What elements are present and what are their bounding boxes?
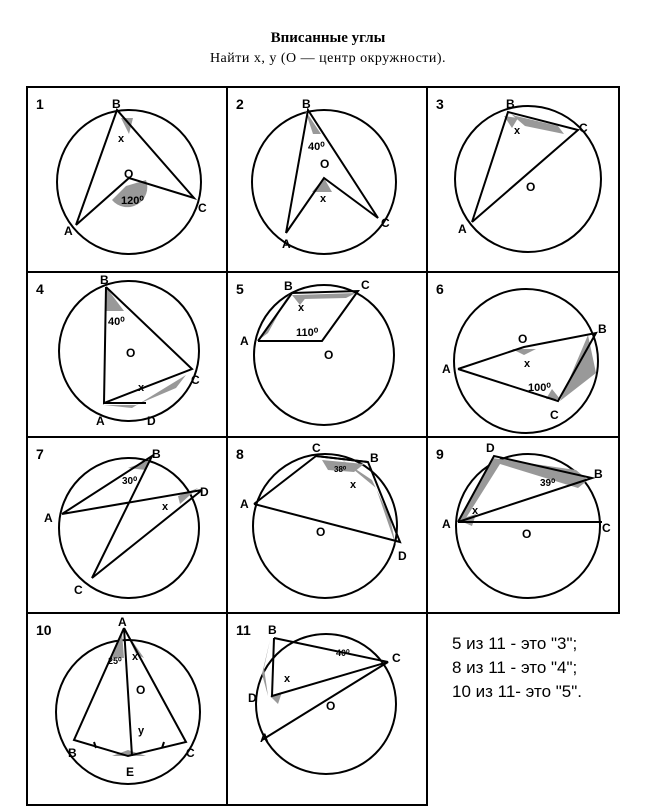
diagram-9 — [428, 438, 622, 616]
problem-8 — [226, 436, 428, 614]
label-b: B — [68, 746, 77, 760]
label-c: C — [392, 651, 401, 665]
label-b: B — [302, 97, 311, 111]
diagram-8 — [228, 438, 430, 616]
label-c: C — [602, 521, 611, 535]
label-angle: 100⁰ — [528, 382, 551, 394]
diagram-5 — [228, 273, 430, 440]
label-e: E — [126, 765, 135, 779]
label-angle: 40⁰ — [108, 316, 125, 328]
label-angle: 30⁰ — [122, 476, 138, 487]
label-o: O — [518, 332, 528, 346]
problem-1 — [26, 86, 228, 273]
label-o: O — [316, 525, 326, 539]
label-a: A — [44, 511, 53, 525]
problem-number: 11 — [236, 622, 251, 638]
label-o: O — [136, 683, 146, 697]
label-x: x — [514, 125, 521, 137]
page-title: Вписанные углы — [270, 30, 386, 46]
problem-3 — [426, 86, 620, 273]
label-a: A — [240, 334, 249, 348]
label-x: x — [162, 501, 169, 513]
label-c: C — [361, 278, 370, 292]
label-o: O — [324, 348, 334, 362]
diagram-7 — [28, 438, 230, 616]
problem-number: 7 — [36, 446, 44, 462]
label-b: B — [152, 447, 161, 461]
label-a: A — [442, 517, 451, 531]
label-x: x — [284, 673, 291, 685]
label-a: A — [442, 362, 451, 376]
label-angle: 110⁰ — [296, 327, 319, 339]
problem-11 — [226, 612, 428, 806]
label-d: D — [486, 441, 495, 455]
label-b: B — [100, 273, 109, 287]
label-angle: 40⁰ — [336, 648, 350, 658]
label-a: A — [282, 237, 291, 251]
problem-4 — [26, 271, 228, 438]
label-b: B — [594, 467, 603, 481]
label-a: A — [118, 615, 127, 629]
problem-number: 6 — [436, 281, 444, 297]
problem-number: 4 — [36, 281, 44, 297]
label-a: A — [96, 414, 105, 428]
label-x: x — [320, 193, 327, 205]
grade-line-5: 10 из 11- это "5". — [452, 682, 582, 701]
problem-number: 9 — [436, 446, 444, 462]
label-c: C — [198, 201, 207, 215]
diagram-1 — [28, 88, 230, 275]
label-c: C — [312, 441, 321, 455]
problem-10 — [26, 612, 228, 806]
diagram-2 — [228, 88, 430, 275]
label-d: D — [248, 691, 257, 705]
label-a: A — [260, 731, 269, 745]
label-o: O — [124, 167, 134, 181]
label-x: x — [298, 302, 305, 314]
label-angle: 25⁰ — [108, 656, 122, 666]
grade-line-3: 5 из 11 - это "3"; — [452, 634, 578, 653]
label-c: C — [381, 216, 390, 230]
problem-number: 10 — [36, 622, 52, 638]
label-b: B — [268, 623, 277, 637]
label-angle: 40⁰ — [308, 141, 325, 153]
label-x: x — [132, 651, 139, 663]
label-b: B — [284, 279, 293, 293]
problem-6 — [426, 271, 620, 438]
label-angle: 120⁰ — [121, 195, 144, 207]
diagram-10 — [28, 614, 230, 808]
label-o: O — [126, 346, 136, 360]
label-c: C — [74, 583, 83, 597]
problem-7 — [26, 436, 228, 614]
label-b: B — [506, 97, 515, 111]
label-b: B — [112, 97, 121, 111]
label-angle: 39⁰ — [540, 478, 556, 489]
label-d: D — [398, 549, 407, 563]
label-x: x — [138, 382, 145, 394]
label-y: y — [138, 725, 145, 737]
problem-5 — [226, 271, 428, 438]
grade-line-4: 8 из 11 - это "4"; — [452, 658, 578, 677]
diagram-3 — [428, 88, 622, 275]
label-o: O — [320, 157, 330, 171]
label-o: O — [326, 699, 336, 713]
label-x: x — [472, 505, 479, 517]
label-b: B — [598, 322, 607, 336]
diagram-6 — [428, 273, 622, 440]
label-x: x — [350, 479, 357, 491]
label-c: C — [186, 746, 195, 760]
diagram-11 — [228, 614, 430, 808]
label-c: C — [550, 408, 559, 422]
grading-note — [452, 632, 582, 704]
label-d: D — [200, 485, 209, 499]
problem-number: 1 — [36, 96, 44, 112]
label-x: x — [524, 358, 531, 370]
problem-2 — [226, 86, 428, 273]
label-b: B — [370, 451, 379, 465]
label-o: O — [522, 527, 532, 541]
problem-9 — [426, 436, 620, 614]
problem-number: 2 — [236, 96, 244, 112]
problem-number: 3 — [436, 96, 444, 112]
label-o: O — [526, 180, 536, 194]
label-c: C — [191, 373, 200, 387]
problem-number: 8 — [236, 446, 244, 462]
label-a: A — [458, 222, 467, 236]
label-d: D — [147, 414, 156, 428]
page-subtitle: Найти x, y (O — центр окружности). — [209, 51, 447, 66]
label-x: x — [118, 133, 125, 145]
label-a: A — [64, 224, 73, 238]
label-c: C — [579, 121, 588, 135]
label-a: A — [240, 497, 249, 511]
diagram-4 — [28, 273, 230, 440]
label-angle: 38⁰ — [334, 465, 347, 474]
problem-number: 5 — [236, 281, 244, 297]
